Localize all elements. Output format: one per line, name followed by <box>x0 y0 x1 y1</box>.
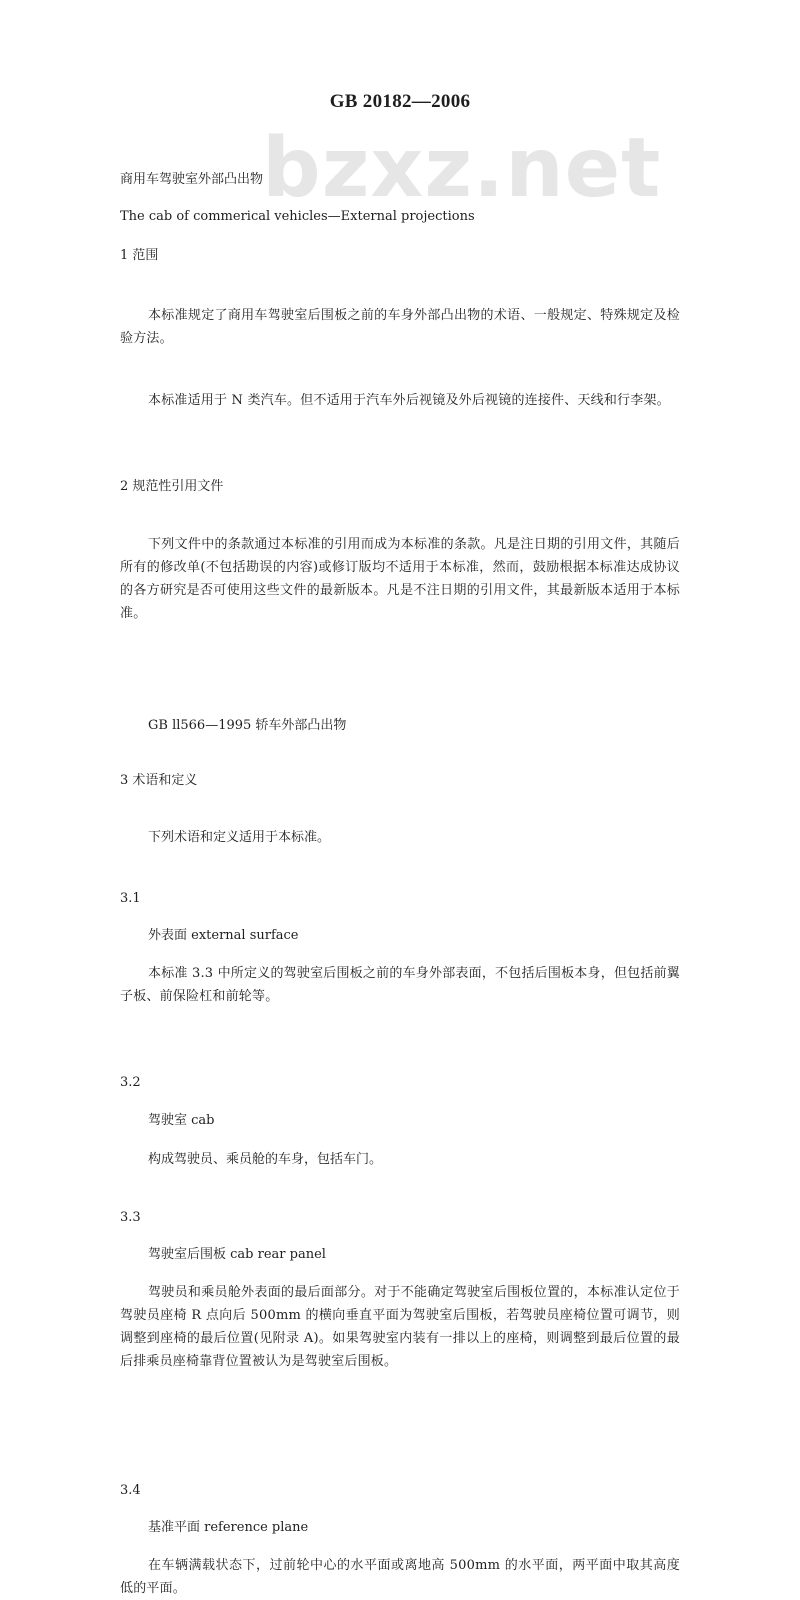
term-number: 3.4 <box>120 1483 141 1498</box>
term-definition: 驾驶员和乘员舱外表面的最后面部分。对于不能确定驾驶室后围板位置的，本标准认定位于驾驶员座椅 R 点向后 500mm 的横向垂直平面为驾驶室后围板，若驾驶员座椅位置可调节，则调整到座椅的最后位置(见附录 A)。如果驾驶室内装有一排以上的座椅，则调整到最后位置的最后排乘员座椅靠背位置被认为是驾驶室后围板。 <box>120 1285 680 1369</box>
term-definition: 在车辆满载状态下，过前轮中心的水平面或离地高 500mm 的水平面，两平面中取其高度低的平面。 <box>120 1558 680 1596</box>
section-3-heading: 3 术语和定义 <box>120 773 198 788</box>
section-1-heading: 1 范围 <box>120 248 159 263</box>
term-title: 驾驶室后围板 cab rear panel <box>148 1247 326 1262</box>
term-title: 外表面 external surface <box>148 928 299 943</box>
term-number: 3.2 <box>120 1075 141 1090</box>
section-3-intro: 下列术语和定义适用于本标准。 <box>148 830 331 845</box>
term-number: 3.3 <box>120 1210 141 1225</box>
section-2-heading: 2 规范性引用文件 <box>120 479 224 494</box>
term-title: 基准平面 reference plane <box>148 1520 309 1535</box>
section-1-paragraph-1: 本标准规定了商用车驾驶室后围板之前的车身外部凸出物的术语、一般规定、特殊规定及检验方法。 <box>120 308 680 346</box>
watermark: bzxz.net <box>262 121 662 216</box>
standard-number-header: GB 20182—2006 <box>329 91 471 112</box>
section-2-paragraph-1: 下列文件中的条款通过本标准的引用而成为本标准的条款。凡是注日期的引用文件，其随后所有的修改单(不包括勘误的内容)或修订版均不适用于本标准，然而，鼓励根据本标准达成协议的各方研究是否可使用这些文件的最新版本。凡是不注日期的引用文件，其最新版本适用于本标准。 <box>120 537 680 621</box>
section-1-paragraph-2: 本标准适用于 N 类汽车。但不适用于汽车外后视镜及外后视镜的连接件、天线和行李架。 <box>148 393 670 408</box>
document-title-cn: 商用车驾驶室外部凸出物 <box>120 172 264 187</box>
term-definition: 本标准 3.3 中所定义的驾驶室后围板之前的车身外部表面，不包括后围板本身，但包括前翼子板、前保险杠和前轮等。 <box>120 966 680 1004</box>
document-title-en: The cab of commerical vehicles—External projections <box>120 209 475 224</box>
term-number: 3.1 <box>120 891 141 906</box>
term-title: 驾驶室 cab <box>148 1113 215 1128</box>
term-definition: 构成驾驶员、乘员舱的车身，包括车门。 <box>148 1152 383 1167</box>
section-2-reference: GB ll566—1995 轿车外部凸出物 <box>148 718 347 733</box>
